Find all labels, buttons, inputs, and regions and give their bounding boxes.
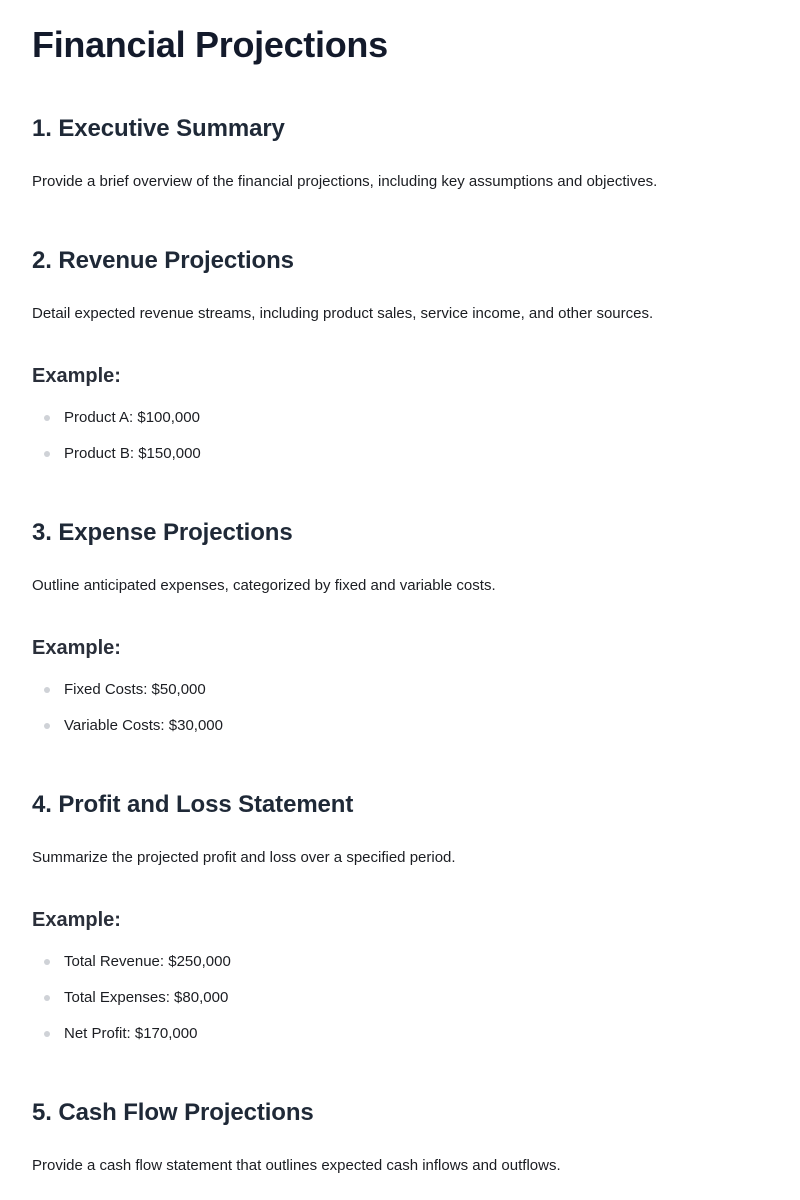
- list-item-text: Product A: $100,000: [64, 409, 200, 426]
- list-item: [32, 980, 231, 1016]
- section-heading: 4. Profit and Loss Statement: [32, 791, 354, 818]
- section-description: Outline anticipated expenses, categorized by fixed and variable costs.: [32, 577, 496, 594]
- list-item-text: Total Revenue: $250,000: [64, 953, 231, 970]
- section-description: Provide a brief overview of the financial projections, including key assumptions and objectives.: [32, 173, 658, 190]
- list-item: [32, 944, 231, 980]
- list-item-text: Total Expenses: $80,000: [64, 989, 229, 1006]
- section-cash-flow-projections: [32, 1098, 768, 1174]
- section-heading: 5. Cash Flow Projections: [32, 1099, 314, 1126]
- example-list: [32, 400, 201, 472]
- example-list: [32, 672, 223, 744]
- bullet-icon: [44, 959, 50, 965]
- bullet-icon: [44, 1031, 50, 1037]
- page-title: Financial Projections: [32, 24, 388, 65]
- list-item-text: Variable Costs: $30,000: [64, 717, 223, 734]
- section-heading: 1. Executive Summary: [32, 115, 285, 142]
- bullet-icon: [44, 995, 50, 1001]
- bullet-icon: [44, 687, 50, 693]
- section-revenue-projections: [32, 246, 768, 462]
- list-item-text: Net Profit: $170,000: [64, 1025, 198, 1042]
- list-item: [32, 436, 201, 472]
- section-profit-and-loss: [32, 790, 768, 1042]
- list-item-text: Fixed Costs: $50,000: [64, 681, 206, 698]
- list-item: [32, 1016, 231, 1052]
- list-item-text: Product B: $150,000: [64, 445, 201, 462]
- section-heading: 3. Expense Projections: [32, 519, 293, 546]
- section-description: Summarize the projected profit and loss over a specified period.: [32, 849, 456, 866]
- example-label: Example:: [32, 909, 121, 931]
- section-expense-projections: [32, 518, 768, 734]
- example-label: Example:: [32, 637, 121, 659]
- list-item: [32, 400, 201, 436]
- example-label: Example:: [32, 365, 121, 387]
- bullet-icon: [44, 451, 50, 457]
- list-item: [32, 708, 223, 744]
- bullet-icon: [44, 415, 50, 421]
- section-description: Detail expected revenue streams, including product sales, service income, and other sources.: [32, 305, 654, 322]
- section-heading: 2. Revenue Projections: [32, 247, 294, 274]
- section-description: Provide a cash flow statement that outlines expected cash inflows and outflows.: [32, 1157, 561, 1174]
- section-executive-summary: [32, 114, 768, 190]
- list-item: [32, 672, 223, 708]
- example-list: [32, 944, 231, 1052]
- bullet-icon: [44, 723, 50, 729]
